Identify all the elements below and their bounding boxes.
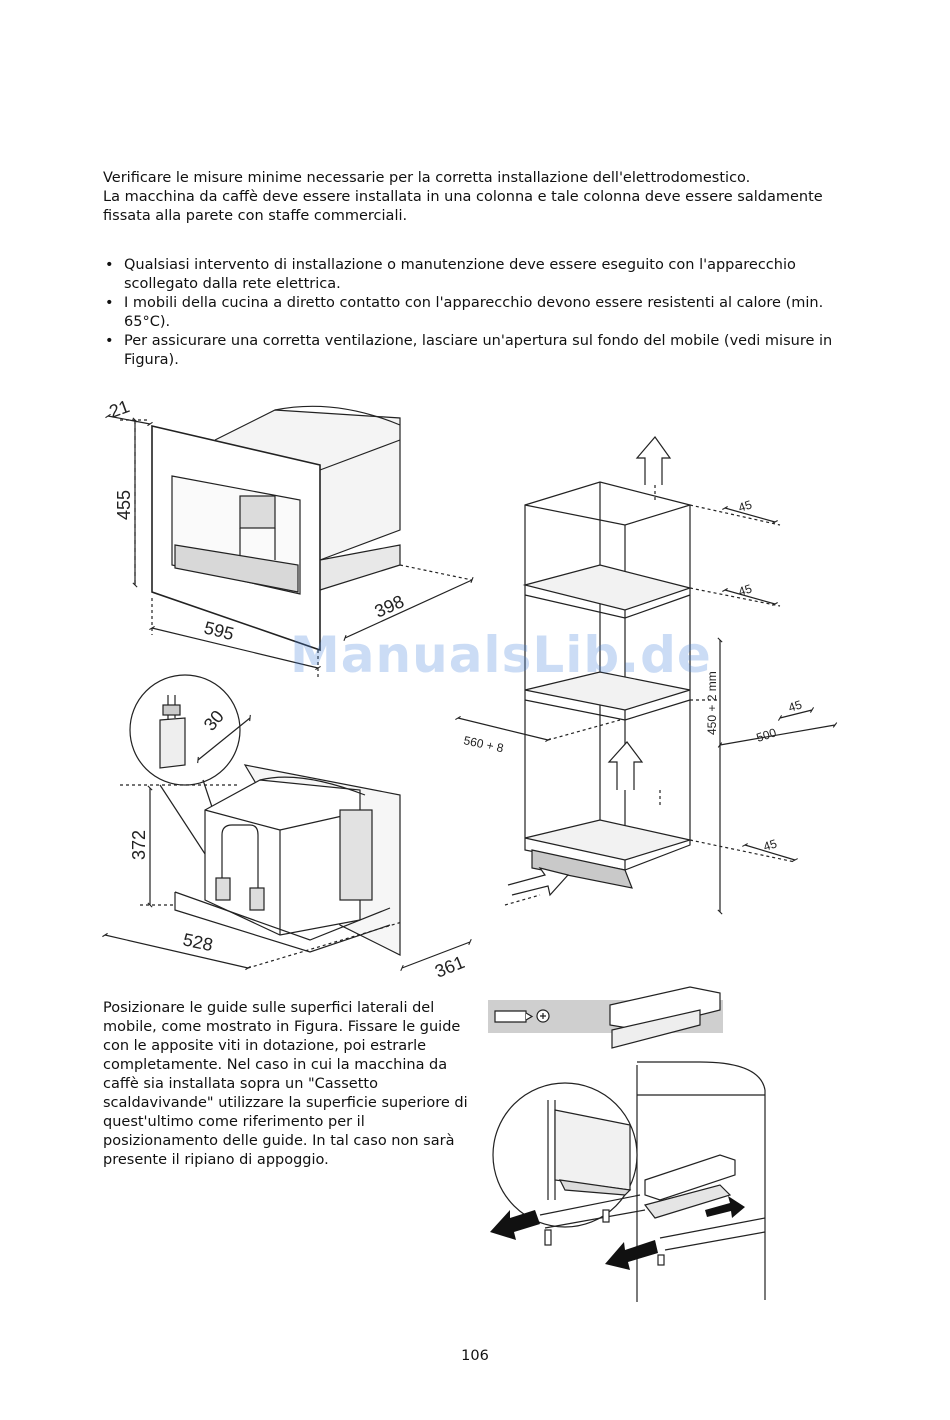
bullet-item: • Per assicurare una corretta ventilazione, lasciare un'apertura sul fondo del mobile (vedi misure in Figura). <box>103 332 863 370</box>
dim-label: 450 + 2 mm <box>705 671 719 735</box>
bullet-item: • I mobili della cucina a diretto contatto con l'apparecchio devono essere resistenti al calore (min. 65°C). <box>103 294 863 332</box>
page-number: 106 <box>461 1348 489 1364</box>
dim-label: 455 <box>114 489 134 520</box>
dim-label: 45 <box>786 697 804 715</box>
dim-label: 21 <box>106 396 133 422</box>
intro-line-2: La macchina da caffè deve essere installata in una colonna e tale colonna deve essere saldamente fissata alla parete con staffe commerciali. <box>103 189 823 224</box>
dim-label: 372 <box>129 829 149 860</box>
bullet-item: • Qualsiasi intervento di installazione o manutenzione deve essere eseguito con l'apparecchio scollegato dalla rete elettrica. <box>103 256 863 294</box>
dim-label: 361 <box>432 951 468 982</box>
figure-power-connection <box>105 675 470 968</box>
guide-instructions: Posizionare le guide sulle superfici laterali del mobile, come mostrato in Figura. Fissare le guide con le apposite viti in dotazione, poi estrarle completamente. Nel caso in cui la macchina da caffè sia installata sopra un "Cassetto scaldavivande" utilizzare la superficie superiore di quest'ultimo come riferimento per il posizionamento delle guide. In tal caso non sarà presente il ripiano di appoggio. <box>103 1000 468 1168</box>
watermark: ManualsLib.de <box>290 626 712 684</box>
dim-label: 30 <box>199 706 228 735</box>
dim-label: 500 <box>754 725 778 745</box>
dim-label: 595 <box>202 617 237 645</box>
dim-label: 528 <box>181 929 215 956</box>
dim-label: 560 + 8 <box>462 733 505 756</box>
dim-label: 45 <box>736 581 754 599</box>
dim-label: 45 <box>761 836 779 854</box>
dim-label: 45 <box>736 497 754 515</box>
intro-line-1: Verificare le misure minime necessarie per la corretta installazione dell'elettrodomestico. <box>103 170 751 186</box>
figure-guide-rails <box>488 987 765 1302</box>
dim-label: 398 <box>371 591 408 622</box>
